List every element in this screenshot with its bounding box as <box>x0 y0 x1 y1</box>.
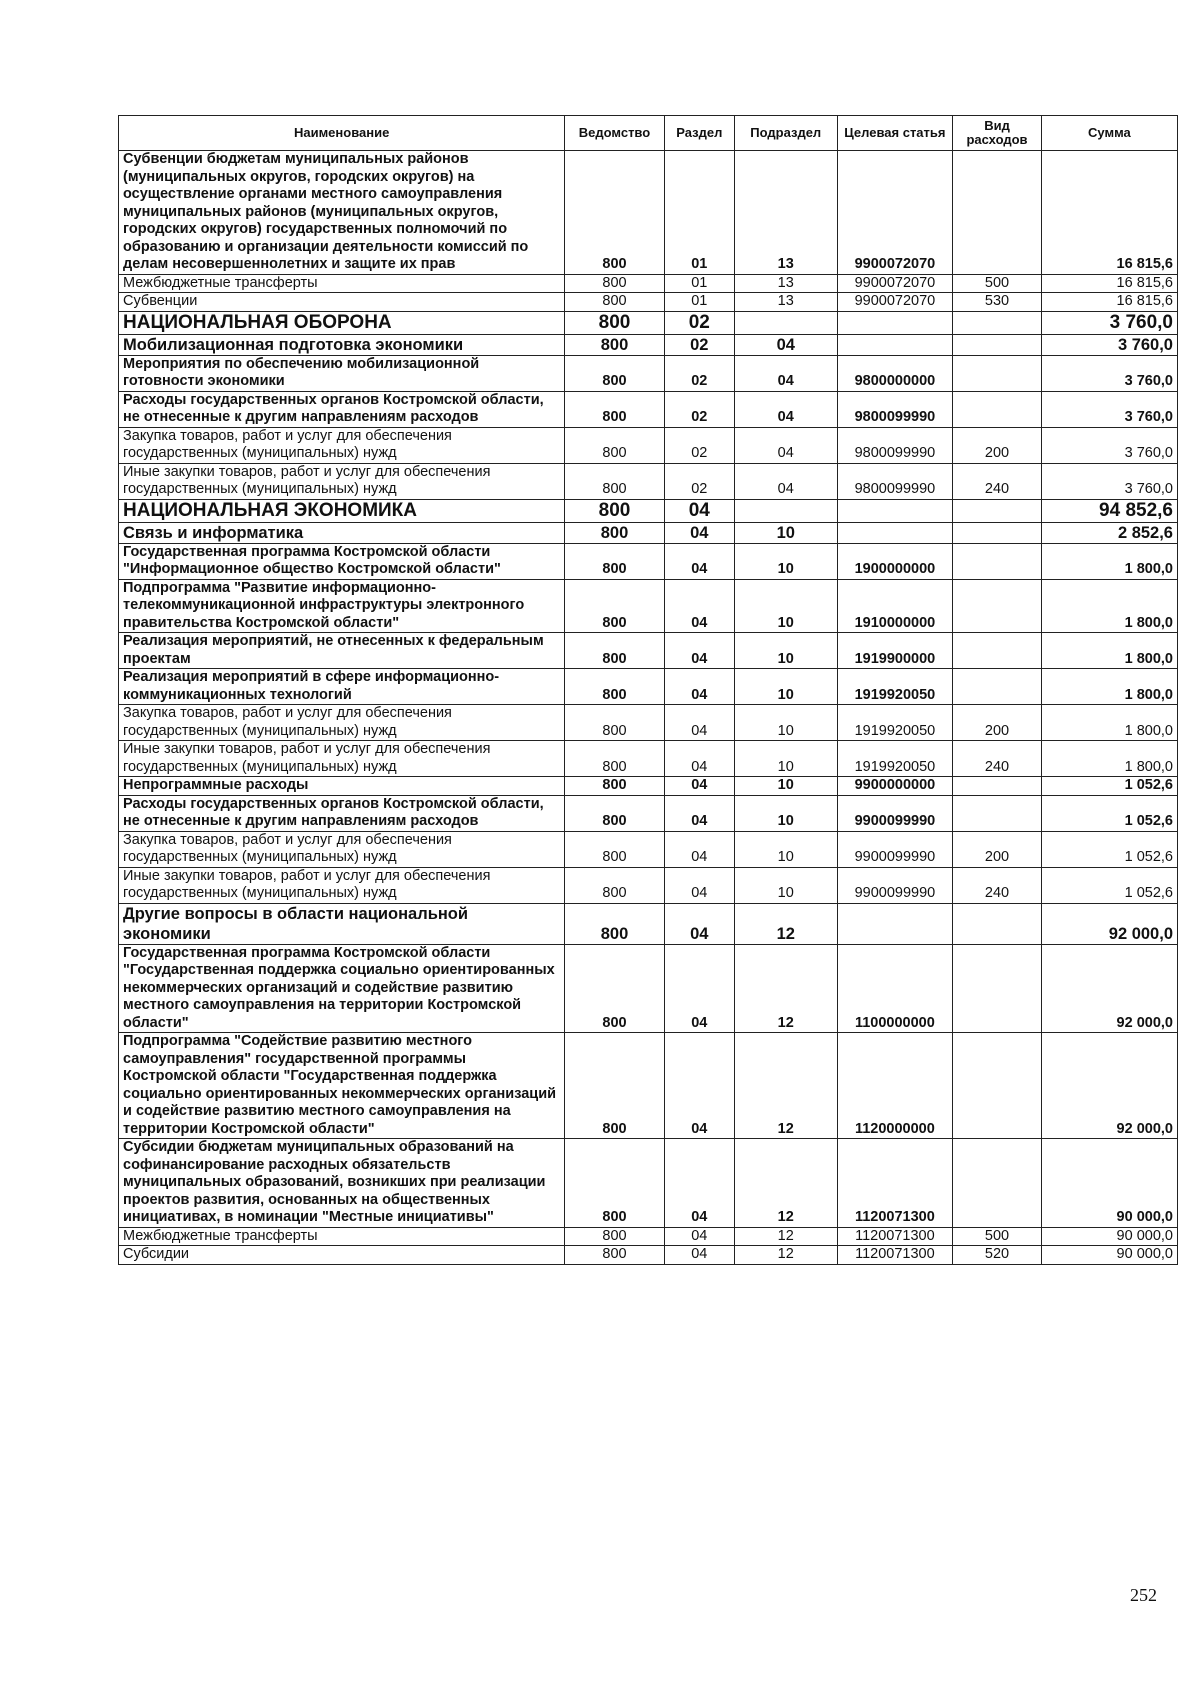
cell-exp-type <box>953 311 1042 334</box>
cell-subsection: 13 <box>734 293 837 312</box>
table-row <box>119 151 1178 275</box>
cell-subsection: 10 <box>734 522 837 543</box>
cell-amount: 1 800,0 <box>1041 705 1177 741</box>
cell-section: 04 <box>664 1227 734 1246</box>
cell-amount: 3 760,0 <box>1041 355 1177 391</box>
cell-name: Закупка товаров, работ и услуг для обеспечения государственных (муниципальных) нужд <box>119 831 565 867</box>
cell-subsection: 04 <box>734 427 837 463</box>
cell-name: Закупка товаров, работ и услуг для обеспечения государственных (муниципальных) нужд <box>119 705 565 741</box>
cell-dept: 800 <box>565 427 664 463</box>
cell-section: 04 <box>664 499 734 522</box>
cell-subsection: 13 <box>734 151 837 275</box>
cell-amount: 1 800,0 <box>1041 579 1177 633</box>
cell-dept: 800 <box>565 543 664 579</box>
cell-dept: 800 <box>565 499 664 522</box>
cell-dept: 800 <box>565 1227 664 1246</box>
cell-dept: 800 <box>565 633 664 669</box>
cell-exp-type: 530 <box>953 293 1042 312</box>
header-amount: Сумма <box>1041 116 1177 151</box>
cell-dept: 800 <box>565 944 664 1033</box>
cell-section: 04 <box>664 777 734 796</box>
cell-subsection: 04 <box>734 355 837 391</box>
cell-subsection <box>734 311 837 334</box>
cell-section: 04 <box>664 669 734 705</box>
table-row <box>119 355 1178 391</box>
cell-target <box>837 311 953 334</box>
cell-subsection: 12 <box>734 903 837 944</box>
cell-subsection <box>734 499 837 522</box>
cell-subsection: 10 <box>734 795 837 831</box>
cell-name: Иные закупки товаров, работ и услуг для обеспечения государственных (муниципальных) нужд <box>119 463 565 499</box>
cell-section: 04 <box>664 1246 734 1265</box>
cell-target: 9800000000 <box>837 355 953 391</box>
cell-subsection: 10 <box>734 633 837 669</box>
cell-target: 9800099990 <box>837 391 953 427</box>
cell-name: Расходы государственных органов Костромской области, не отнесенные к другим направлениям расходов <box>119 391 565 427</box>
cell-amount: 2 852,6 <box>1041 522 1177 543</box>
cell-target: 1120071300 <box>837 1246 953 1265</box>
table-row <box>119 1139 1178 1228</box>
table-row <box>119 705 1178 741</box>
cell-name: Реализация мероприятий, не отнесенных к федеральным проектам <box>119 633 565 669</box>
cell-exp-type <box>953 944 1042 1033</box>
table-row <box>119 944 1178 1033</box>
cell-target: 9900000000 <box>837 777 953 796</box>
header-dept: Ведомство <box>565 116 664 151</box>
cell-dept: 800 <box>565 705 664 741</box>
cell-target: 9900099990 <box>837 867 953 903</box>
cell-name: Реализация мероприятий в сфере информационно-коммуникационных технологий <box>119 669 565 705</box>
cell-target: 1919920050 <box>837 669 953 705</box>
header-subsection: Подраздел <box>734 116 837 151</box>
cell-subsection: 13 <box>734 274 837 293</box>
cell-section: 04 <box>664 705 734 741</box>
cell-target: 1100000000 <box>837 944 953 1033</box>
table-row <box>119 867 1178 903</box>
cell-amount: 3 760,0 <box>1041 427 1177 463</box>
cell-subsection: 10 <box>734 867 837 903</box>
cell-section: 01 <box>664 274 734 293</box>
cell-dept: 800 <box>565 669 664 705</box>
cell-name: НАЦИОНАЛЬНАЯ ЭКОНОМИКА <box>119 499 565 522</box>
cell-amount: 1 800,0 <box>1041 669 1177 705</box>
cell-exp-type: 200 <box>953 831 1042 867</box>
cell-subsection: 10 <box>734 831 837 867</box>
cell-dept: 800 <box>565 311 664 334</box>
cell-target: 9900072070 <box>837 293 953 312</box>
cell-name: Связь и информатика <box>119 522 565 543</box>
cell-name: Межбюджетные трансферты <box>119 1227 565 1246</box>
cell-exp-type: 500 <box>953 1227 1042 1246</box>
cell-name: Государственная программа Костромской области "Информационное общество Костромской области" <box>119 543 565 579</box>
cell-exp-type <box>953 522 1042 543</box>
cell-name: Субсидии <box>119 1246 565 1265</box>
cell-name: Межбюджетные трансферты <box>119 274 565 293</box>
cell-section: 02 <box>664 334 734 355</box>
cell-exp-type <box>953 777 1042 796</box>
cell-dept: 800 <box>565 1246 664 1265</box>
cell-name: Расходы государственных органов Костромской области, не отнесенные к другим направлениям расходов <box>119 795 565 831</box>
cell-dept: 800 <box>565 151 664 275</box>
cell-exp-type <box>953 543 1042 579</box>
cell-subsection: 12 <box>734 1033 837 1139</box>
cell-amount: 92 000,0 <box>1041 1033 1177 1139</box>
cell-dept: 800 <box>565 334 664 355</box>
cell-section: 04 <box>664 579 734 633</box>
cell-dept: 800 <box>565 355 664 391</box>
cell-name: Другие вопросы в области национальной экономики <box>119 903 565 944</box>
cell-target: 1919900000 <box>837 633 953 669</box>
cell-dept: 800 <box>565 777 664 796</box>
cell-section: 04 <box>664 741 734 777</box>
cell-exp-type: 240 <box>953 741 1042 777</box>
cell-target: 9800099990 <box>837 463 953 499</box>
cell-dept: 800 <box>565 522 664 543</box>
cell-amount: 90 000,0 <box>1041 1139 1177 1228</box>
cell-exp-type: 200 <box>953 705 1042 741</box>
cell-subsection: 04 <box>734 391 837 427</box>
cell-name: Непрограммные расходы <box>119 777 565 796</box>
table-row <box>119 311 1178 334</box>
cell-exp-type <box>953 334 1042 355</box>
cell-amount: 92 000,0 <box>1041 944 1177 1033</box>
cell-target <box>837 499 953 522</box>
cell-target: 9900099990 <box>837 831 953 867</box>
cell-dept: 800 <box>565 391 664 427</box>
cell-name: Мобилизационная подготовка экономики <box>119 334 565 355</box>
cell-section: 02 <box>664 427 734 463</box>
cell-target: 1120000000 <box>837 1033 953 1139</box>
cell-exp-type <box>953 1033 1042 1139</box>
cell-amount: 90 000,0 <box>1041 1246 1177 1265</box>
cell-dept: 800 <box>565 867 664 903</box>
cell-name: НАЦИОНАЛЬНАЯ ОБОРОНА <box>119 311 565 334</box>
cell-dept: 800 <box>565 795 664 831</box>
cell-amount: 1 052,6 <box>1041 777 1177 796</box>
cell-amount: 3 760,0 <box>1041 463 1177 499</box>
table-row <box>119 579 1178 633</box>
cell-dept: 800 <box>565 274 664 293</box>
table-row <box>119 463 1178 499</box>
cell-dept: 800 <box>565 903 664 944</box>
cell-section: 02 <box>664 391 734 427</box>
cell-section: 04 <box>664 1139 734 1228</box>
cell-subsection: 10 <box>734 579 837 633</box>
cell-subsection: 12 <box>734 1246 837 1265</box>
cell-section: 01 <box>664 151 734 275</box>
cell-name: Государственная программа Костромской области "Государственная поддержка социально ориентированных некоммерческих организаций и содействие развитию местного самоуправления на территории Костромской области" <box>119 944 565 1033</box>
table-row <box>119 391 1178 427</box>
cell-target: 9800099990 <box>837 427 953 463</box>
cell-name: Иные закупки товаров, работ и услуг для обеспечения государственных (муниципальных) нужд <box>119 741 565 777</box>
cell-amount: 1 052,6 <box>1041 795 1177 831</box>
cell-section: 04 <box>664 522 734 543</box>
cell-exp-type <box>953 669 1042 705</box>
cell-section: 01 <box>664 293 734 312</box>
cell-subsection: 12 <box>734 944 837 1033</box>
cell-exp-type: 240 <box>953 463 1042 499</box>
cell-dept: 800 <box>565 463 664 499</box>
cell-amount: 1 800,0 <box>1041 633 1177 669</box>
table-row <box>119 274 1178 293</box>
cell-name: Иные закупки товаров, работ и услуг для обеспечения государственных (муниципальных) нужд <box>119 867 565 903</box>
cell-exp-type <box>953 355 1042 391</box>
table-body <box>119 151 1178 1265</box>
cell-subsection: 10 <box>734 741 837 777</box>
table-row <box>119 293 1178 312</box>
cell-exp-type: 240 <box>953 867 1042 903</box>
cell-amount: 92 000,0 <box>1041 903 1177 944</box>
cell-subsection: 04 <box>734 463 837 499</box>
cell-exp-type <box>953 499 1042 522</box>
cell-dept: 800 <box>565 741 664 777</box>
cell-section: 04 <box>664 944 734 1033</box>
header-exp-type: Вид расходов <box>953 116 1042 151</box>
cell-exp-type: 200 <box>953 427 1042 463</box>
cell-section: 02 <box>664 463 734 499</box>
cell-exp-type <box>953 579 1042 633</box>
table-row <box>119 903 1178 944</box>
cell-section: 04 <box>664 867 734 903</box>
cell-section: 04 <box>664 795 734 831</box>
table-row <box>119 543 1178 579</box>
cell-amount: 3 760,0 <box>1041 311 1177 334</box>
cell-target: 9900072070 <box>837 151 953 275</box>
header-target: Целевая статья <box>837 116 953 151</box>
cell-exp-type: 500 <box>953 274 1042 293</box>
cell-amount: 16 815,6 <box>1041 293 1177 312</box>
header-section: Раздел <box>664 116 734 151</box>
cell-target: 1919920050 <box>837 705 953 741</box>
table-row <box>119 1033 1178 1139</box>
cell-target: 1120071300 <box>837 1139 953 1228</box>
table-header-row <box>119 116 1178 151</box>
table-row <box>119 831 1178 867</box>
cell-target: 1120071300 <box>837 1227 953 1246</box>
table-row <box>119 499 1178 522</box>
table-row <box>119 669 1178 705</box>
cell-subsection: 10 <box>734 777 837 796</box>
cell-exp-type <box>953 903 1042 944</box>
cell-section: 02 <box>664 311 734 334</box>
cell-target: 9900099990 <box>837 795 953 831</box>
cell-amount: 3 760,0 <box>1041 391 1177 427</box>
table-row <box>119 633 1178 669</box>
cell-amount: 16 815,6 <box>1041 151 1177 275</box>
cell-subsection: 10 <box>734 543 837 579</box>
table-row <box>119 427 1178 463</box>
cell-dept: 800 <box>565 1139 664 1228</box>
cell-subsection: 10 <box>734 669 837 705</box>
cell-exp-type <box>953 391 1042 427</box>
table-row <box>119 741 1178 777</box>
cell-section: 02 <box>664 355 734 391</box>
cell-subsection: 10 <box>734 705 837 741</box>
cell-exp-type <box>953 795 1042 831</box>
cell-name: Подпрограмма "Развитие информационно-телекоммуникационной инфраструктуры электронного правительства Костромской области" <box>119 579 565 633</box>
cell-dept: 800 <box>565 831 664 867</box>
cell-exp-type <box>953 151 1042 275</box>
cell-subsection: 12 <box>734 1227 837 1246</box>
header-name: Наименование <box>119 116 565 151</box>
cell-name: Субсидии бюджетам муниципальных образований на софинансирование расходных обязательств муниципальных образований, возникших при реализации проектов развития, основанных на общественных инициативах, в номинации "Местные инициативы" <box>119 1139 565 1228</box>
cell-exp-type <box>953 633 1042 669</box>
cell-amount: 94 852,6 <box>1041 499 1177 522</box>
table-row <box>119 1246 1178 1265</box>
cell-target: 9900072070 <box>837 274 953 293</box>
table-row <box>119 795 1178 831</box>
cell-name: Мероприятия по обеспечению мобилизационной готовности экономики <box>119 355 565 391</box>
table-row <box>119 1227 1178 1246</box>
cell-name: Субвенции <box>119 293 565 312</box>
cell-amount: 1 800,0 <box>1041 741 1177 777</box>
cell-target: 1919920050 <box>837 741 953 777</box>
cell-section: 04 <box>664 1033 734 1139</box>
cell-target <box>837 334 953 355</box>
cell-section: 04 <box>664 543 734 579</box>
cell-amount: 1 800,0 <box>1041 543 1177 579</box>
cell-section: 04 <box>664 633 734 669</box>
cell-target <box>837 903 953 944</box>
cell-dept: 800 <box>565 1033 664 1139</box>
cell-dept: 800 <box>565 293 664 312</box>
cell-subsection: 12 <box>734 1139 837 1228</box>
cell-amount: 90 000,0 <box>1041 1227 1177 1246</box>
cell-section: 04 <box>664 903 734 944</box>
cell-exp-type: 520 <box>953 1246 1042 1265</box>
page-number: 252 <box>1130 1585 1157 1605</box>
cell-amount: 16 815,6 <box>1041 274 1177 293</box>
cell-section: 04 <box>664 831 734 867</box>
cell-dept: 800 <box>565 579 664 633</box>
cell-exp-type <box>953 1139 1042 1228</box>
table-row <box>119 334 1178 355</box>
cell-amount: 1 052,6 <box>1041 831 1177 867</box>
cell-target <box>837 522 953 543</box>
table-row <box>119 777 1178 796</box>
budget-table <box>118 115 1178 1265</box>
cell-name: Субвенции бюджетам муниципальных районов (муниципальных округов, городских округов) на осуществление органами местного самоуправления муниципальных районов (муниципальных округов, городских округов) государственных полномочий по образованию и организации деятельности комиссий по делам несовершеннолетних и защите их прав <box>119 151 565 275</box>
cell-name: Закупка товаров, работ и услуг для обеспечения государственных (муниципальных) нужд <box>119 427 565 463</box>
cell-target: 1910000000 <box>837 579 953 633</box>
cell-amount: 3 760,0 <box>1041 334 1177 355</box>
cell-amount: 1 052,6 <box>1041 867 1177 903</box>
table-row <box>119 522 1178 543</box>
cell-subsection: 04 <box>734 334 837 355</box>
cell-target: 1900000000 <box>837 543 953 579</box>
cell-name: Подпрограмма "Содействие развитию местного самоуправления" государственной программы Костромской области "Государственная поддержка социально ориентированных некоммерческих организаций и содействие развитию местного самоуправления на территории Костромской области" <box>119 1033 565 1139</box>
